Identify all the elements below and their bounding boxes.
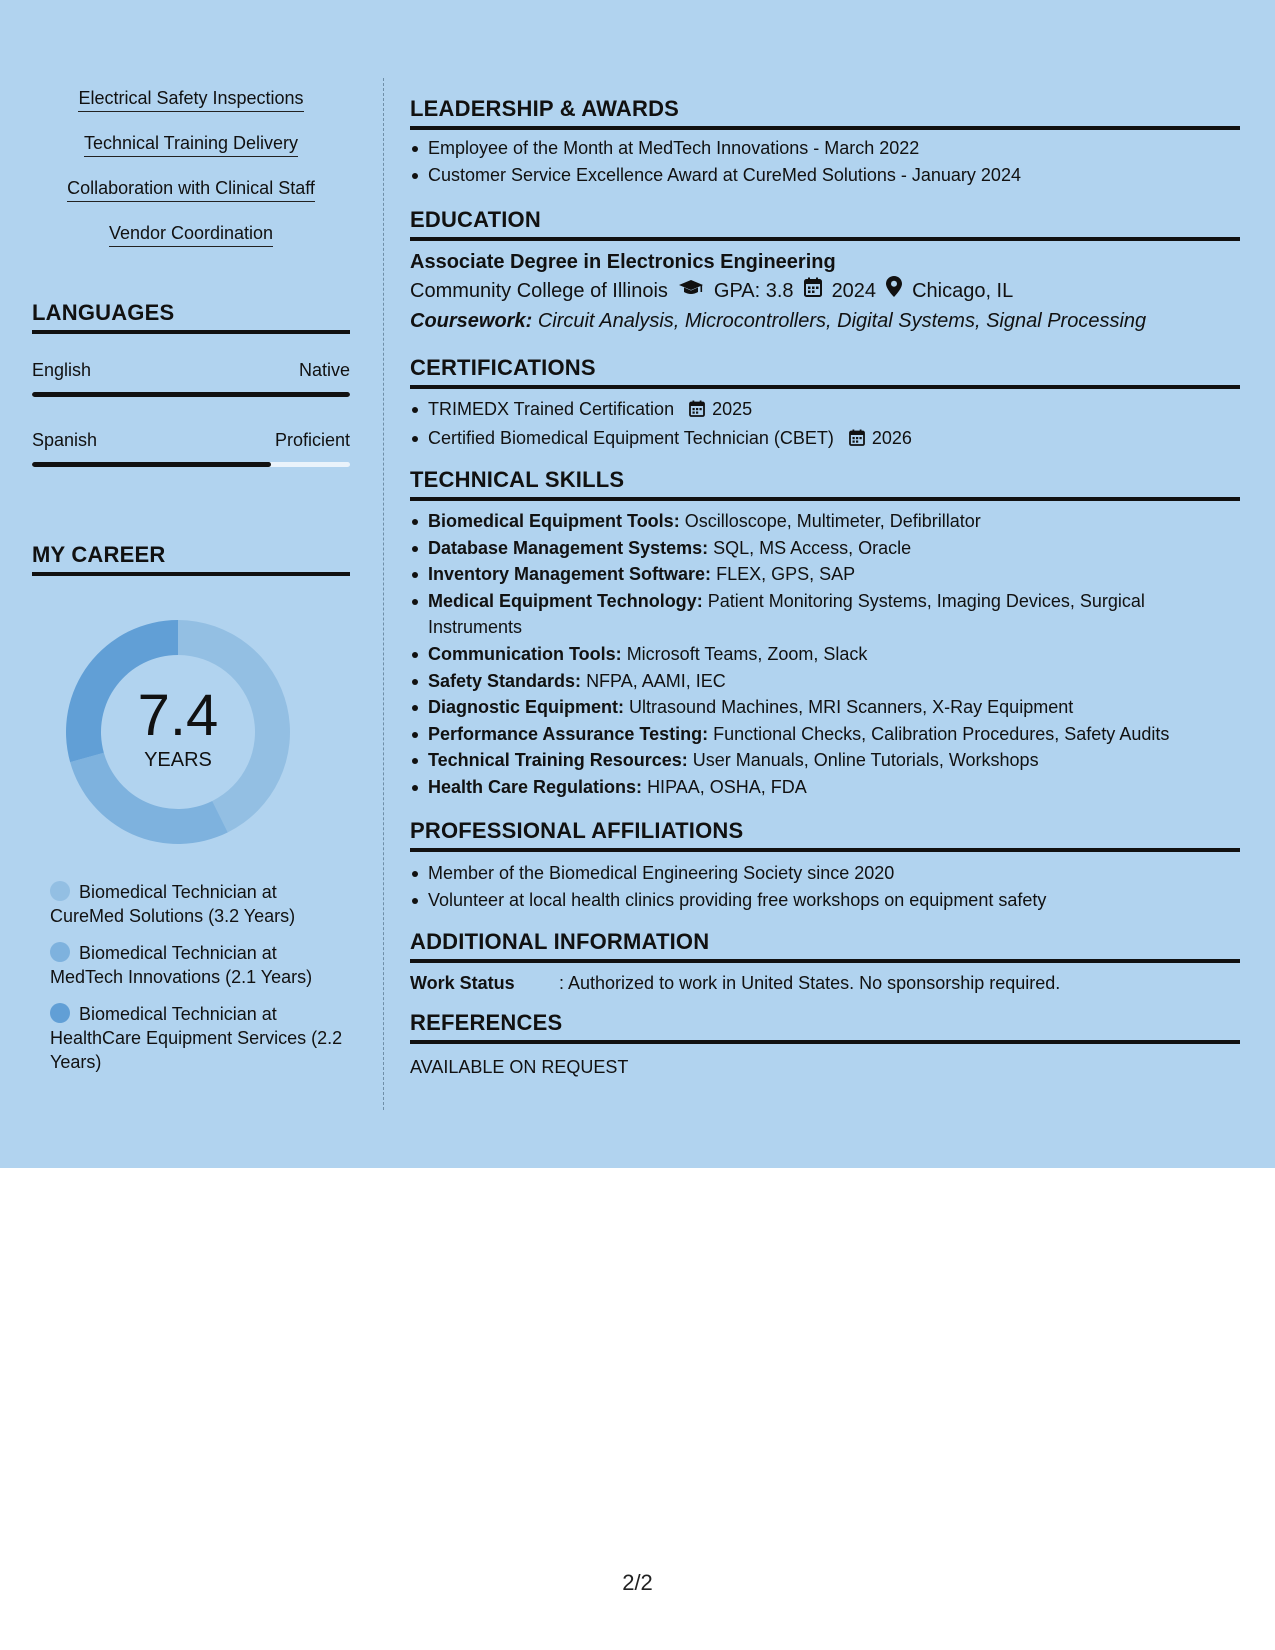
career-total-years: 7.4 <box>137 683 219 748</box>
language-name: Spanish <box>32 430 98 450</box>
skill-category: Safety Standards: <box>428 670 582 691</box>
skill-category: Technical Training Resources: <box>428 750 688 771</box>
skill-category: Database Management Systems: <box>428 537 709 558</box>
skill-item <box>32 131 350 176</box>
certifications-heading: CERTIFICATIONS <box>410 355 1240 389</box>
leadership-heading: LEADERSHIP & AWARDS <box>410 96 1240 130</box>
skill-row <box>410 694 1240 721</box>
skill-category: Communication Tools: <box>428 643 622 664</box>
skill-label: Electrical Safety Inspections <box>78 86 303 112</box>
skill-row <box>410 588 1240 641</box>
skill-category: Performance Assurance Testing: <box>428 723 709 744</box>
skill-label: Technical Training Delivery <box>84 131 298 157</box>
certification-year: 2026 <box>871 428 912 448</box>
skill-label: Collaboration with Clinical Staff <box>67 176 315 202</box>
skill-values: Patient Monitoring Systems, Imaging Devices, Surgical Instruments <box>428 590 1145 638</box>
list-item: Employee of the Month at MedTech Innovations - March 2022 <box>410 135 1240 162</box>
references-text: AVAILABLE ON REQUEST <box>410 1057 629 1077</box>
coursework-label: Coursework: <box>410 310 533 332</box>
skill-values: Microsoft Teams, Zoom, Slack <box>626 643 868 664</box>
certifications-list <box>410 396 1240 454</box>
column-divider <box>383 78 384 1110</box>
skill-row <box>410 721 1240 748</box>
language-bar <box>32 462 350 467</box>
skill-category: Inventory Management Software: <box>428 564 712 585</box>
calendar-icon <box>849 427 865 454</box>
work-status-row <box>410 970 1060 996</box>
work-status-value: : Authorized to work in United States. No sponsorship required. <box>559 973 1061 993</box>
languages-heading: LANGUAGES <box>32 300 350 334</box>
school-location: Chicago, IL <box>912 280 1014 302</box>
education-meta <box>410 276 1240 306</box>
career-legend <box>50 880 350 1087</box>
legend-dot <box>50 1003 70 1023</box>
skill-values: SQL, MS Access, Oracle <box>713 537 912 558</box>
leadership-list <box>410 135 1240 189</box>
calendar-icon <box>804 276 822 306</box>
skill-category: Health Care Regulations: <box>428 776 643 797</box>
additional-info-heading: ADDITIONAL INFORMATION <box>410 929 1240 963</box>
legend-item <box>50 880 350 928</box>
skill-label: Vendor Coordination <box>109 221 273 247</box>
skill-category: Medical Equipment Technology: <box>428 590 703 611</box>
skill-row <box>410 535 1240 562</box>
skill-values: Functional Checks, Calibration Procedures, Safety Audits <box>713 723 1170 744</box>
language-name: English <box>32 360 92 380</box>
language-bar <box>32 392 350 397</box>
language-english <box>32 358 350 397</box>
skill-row <box>410 774 1240 801</box>
certification-item <box>410 396 1240 425</box>
affiliations-list <box>410 860 1240 914</box>
calendar-icon <box>689 398 705 425</box>
graduation-year: 2024 <box>831 280 877 302</box>
skill-values: NFPA, AAMI, IEC <box>586 670 726 691</box>
skill-item <box>32 176 350 221</box>
certification-year: 2025 <box>712 399 753 419</box>
skill-row <box>410 641 1240 668</box>
map-pin-icon <box>886 276 902 306</box>
donut-center <box>66 683 290 772</box>
language-level: Native <box>298 360 350 380</box>
legend-label: Biomedical Technician at HealthCare Equipment Services (2.2 Years) <box>50 1004 343 1072</box>
technical-skills-list <box>410 508 1240 801</box>
skill-values: User Manuals, Online Tutorials, Workshops <box>692 750 1039 771</box>
skill-row <box>410 668 1240 695</box>
list-item: Volunteer at local health clinics providing free workshops on equipment safety <box>410 887 1240 914</box>
skill-values: Oscilloscope, Multimeter, Defibrillator <box>684 511 981 531</box>
language-level: Proficient <box>274 430 350 450</box>
education-heading: EDUCATION <box>410 207 1240 241</box>
list-item: Customer Service Excellence Award at CureMed Solutions - January 2024 <box>410 162 1240 189</box>
certification-item <box>410 425 1240 454</box>
skill-category: Biomedical Equipment Tools: <box>428 511 680 531</box>
skill-item <box>32 221 350 266</box>
degree-title: Associate Degree in Electronics Engineering <box>410 251 836 273</box>
language-spanish <box>32 428 350 467</box>
coursework-value: Circuit Analysis, Microcontrollers, Digital Systems, Signal Processing <box>537 310 1147 332</box>
career-donut-chart <box>66 620 290 844</box>
legend-dot <box>50 881 70 901</box>
skill-item <box>32 86 350 131</box>
skill-row <box>410 508 1240 535</box>
language-bar-fill <box>32 392 350 397</box>
list-item: Member of the Biomedical Engineering Society since 2020 <box>410 860 1240 887</box>
education-entry <box>410 248 1240 336</box>
legend-label: Biomedical Technician at MedTech Innovations (2.1 Years) <box>50 943 313 987</box>
school-name: Community College of Illinois <box>410 280 668 302</box>
legend-item <box>50 1002 350 1074</box>
affiliations-heading: PROFESSIONAL AFFILIATIONS <box>410 818 1240 852</box>
legend-dot <box>50 942 70 962</box>
legend-label: Biomedical Technician at CureMed Solutions (3.2 Years) <box>50 882 296 926</box>
skill-values: Ultrasound Machines, MRI Scanners, X-Ray Equipment <box>629 697 1074 718</box>
technical-skills-heading: TECHNICAL SKILLS <box>410 467 1240 501</box>
language-bar-fill <box>32 462 271 467</box>
graduation-cap-icon <box>678 276 704 306</box>
career-years-unit: YEARS <box>144 749 212 771</box>
references-heading: REFERENCES <box>410 1010 1240 1044</box>
soft-skills-list <box>32 86 350 266</box>
work-status-label: Work Status <box>410 973 515 993</box>
career-heading: MY CAREER <box>32 542 350 576</box>
skill-row <box>410 747 1240 774</box>
gpa: GPA: 3.8 <box>713 280 794 302</box>
skill-category: Diagnostic Equipment: <box>428 697 625 718</box>
page-number: 2/2 <box>622 1570 653 1595</box>
skill-values: FLEX, GPS, SAP <box>716 564 856 585</box>
legend-item <box>50 941 350 989</box>
skill-row <box>410 561 1240 588</box>
certification-name: Certified Biomedical Equipment Technician (CBET) <box>428 428 834 448</box>
certification-name: TRIMEDX Trained Certification <box>428 399 675 419</box>
coursework <box>410 306 1240 336</box>
skill-values: HIPAA, OSHA, FDA <box>647 776 807 797</box>
